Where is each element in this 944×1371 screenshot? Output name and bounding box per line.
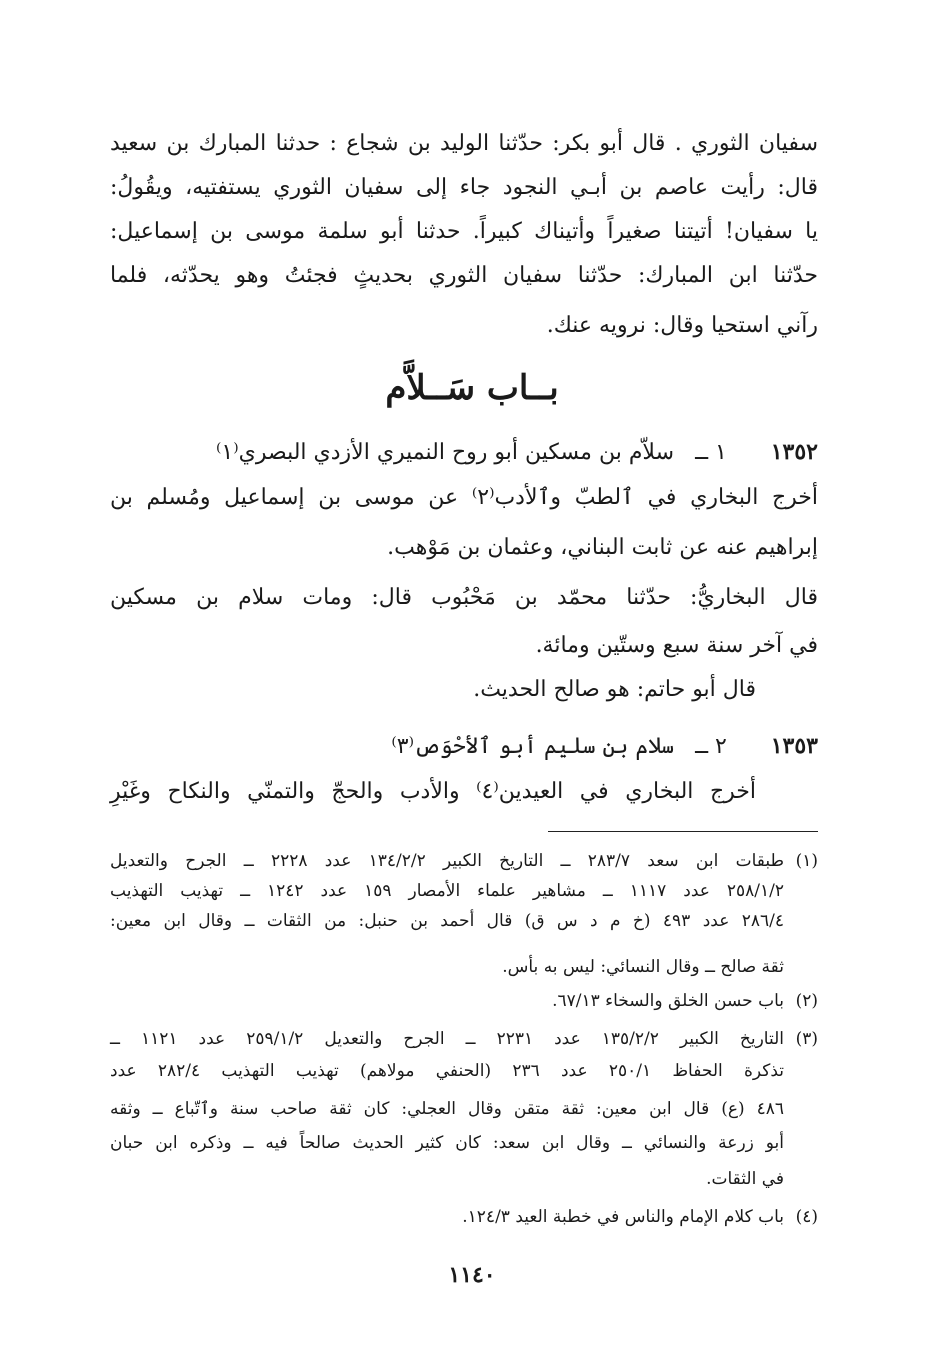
intro-line: قال: رأيت عاصم بن أبـي النجود جاء إلى سفيان الثوري يستفتيه، ويقُولُ: [110,175,818,200]
footnote-line: ثقة صالح ــ وقال النسائي: ليس به بأس. [502,957,784,977]
footnote-mark: (١) [795,851,819,871]
footnote-text: التاريخ الكبير ١٣٥/٢/٢ عدد ٢٢٣١ ــ الجرح والتعديل ٢٥٩/١/٢ عدد ١١٢١ ــ [110,1029,784,1049]
entry-number: ١٣٥٢ [770,439,818,465]
footnote-line [110,1024,818,1054]
entry-text-line: أخرج البخاري في ٱلطبّ وٱلأدب⁽٢⁾ عن موسى بن إسماعيل ومُسلم بن [110,485,819,510]
footnote-line: ٤٨٦ (ع) قال ابن معين: ثقة متقن وقال العجلي: كان ثقة صاحب سنة وٱتّباع ــ وثقه [110,1099,784,1119]
entry-name: سلام بن سليم أبو ٱلأحْوَص⁽٣⁾ [391,734,674,759]
footnote-line [110,1202,818,1232]
entry-text-line: قال البخاريُّ: حدّثنا محمّد بن مَحْبُوب قال: ومات سلام بن مسكين [110,585,818,610]
intro-line: حدّثنا ابن المبارك: حدّثنا سفيان الثوري بحديثٍ فجئتُ وهو يحدّثه، فلما [110,263,818,288]
footnote-line: في الثقات. [706,1169,784,1189]
footnote-line: تذكرة الحفاظ ٢٥٠/١ عدد ٢٣٦ (الحنفي مولاهم) تهذيب التهذيب ٢٨٢/٤ عدد [110,1061,784,1081]
footnote-separator [548,831,818,832]
footnote-line: ٢٥٨/١/٢ عدد ١١١٧ ــ مشاهير علماء الأمصار ١٥٩ عدد ١٢٤٢ ــ تهذيب التهذيب [110,881,784,901]
entry-number: ١٣٥٣ [770,733,818,759]
chapter-title: بــاب سَــلاَّم [385,368,559,408]
entry-text-line: إبراهيم عنه عن ثابت البناني، وعثمان بن مَوْهب. [387,535,818,560]
entry-index: ٢ ــ [695,734,727,759]
entry-name: سلاّم بن مسكين أبو روح النميري الأزدي البصري⁽١⁾ [216,440,674,465]
intro-line: سفيان الثوري . قال أبو بكر: حدّثنا الوليد بن شجاع : حدثنا المبارك بن سعيد [110,131,818,156]
entry-index: ١ ــ [695,440,727,465]
intro-line: رآني استحيا وقال: نرويه عنك. [546,313,818,338]
footnote-line: أبو زرعة والنسائي ــ وقال ابن سعد: كان كثير الحديث صالحاً فيه ــ وذكره ابن حبان [110,1133,784,1153]
footnote-text: باب حسن الخلق والسخاء ٦٧/١٣. [552,991,784,1011]
footnote-mark: (٤) [795,1207,818,1227]
entry-text-line: في آخر سنة سبع وستّين ومائة. [535,633,818,658]
footnote-mark: (٢) [795,991,818,1011]
footnote-text: باب كلام الإمام والناس في خطبة العيد ١٢٤/٣. [462,1207,784,1227]
footnote-mark: (٣) [795,1029,818,1049]
footnote-line: ٢٨٦/٤ عدد ٤٩٣ (خ م د س ق) قال أحمد بن حنبل: من الثقات ــ وقال ابن معين: [110,911,784,931]
entry-text-line: أخرج البخاري في العيدين⁽٤⁾ والأدب والحجّ والتمنّي والنكاح وغَيْرِ [110,779,756,804]
entry-heading [110,726,818,767]
entry-text-line: قال أبو حاتم: هو صالح الحديث. [473,677,756,702]
entry-heading [110,432,818,473]
footnote-line [110,986,818,1016]
footnote-line [110,846,818,876]
footnote-text: طبقات ابن سعد ٢٨٣/٧ ــ التاريخ الكبير ١٣٤/٢/٢ عدد ٢٢٢٨ ــ الجرح والتعديل [110,851,785,871]
page-number: ١١٤٠ [448,1262,496,1288]
intro-line: يا سفيان! أتيتنا صغيراً وأتيناك كبيراً. حدثنا أبو سلمة موسى بن إسماعيل: [110,219,818,244]
